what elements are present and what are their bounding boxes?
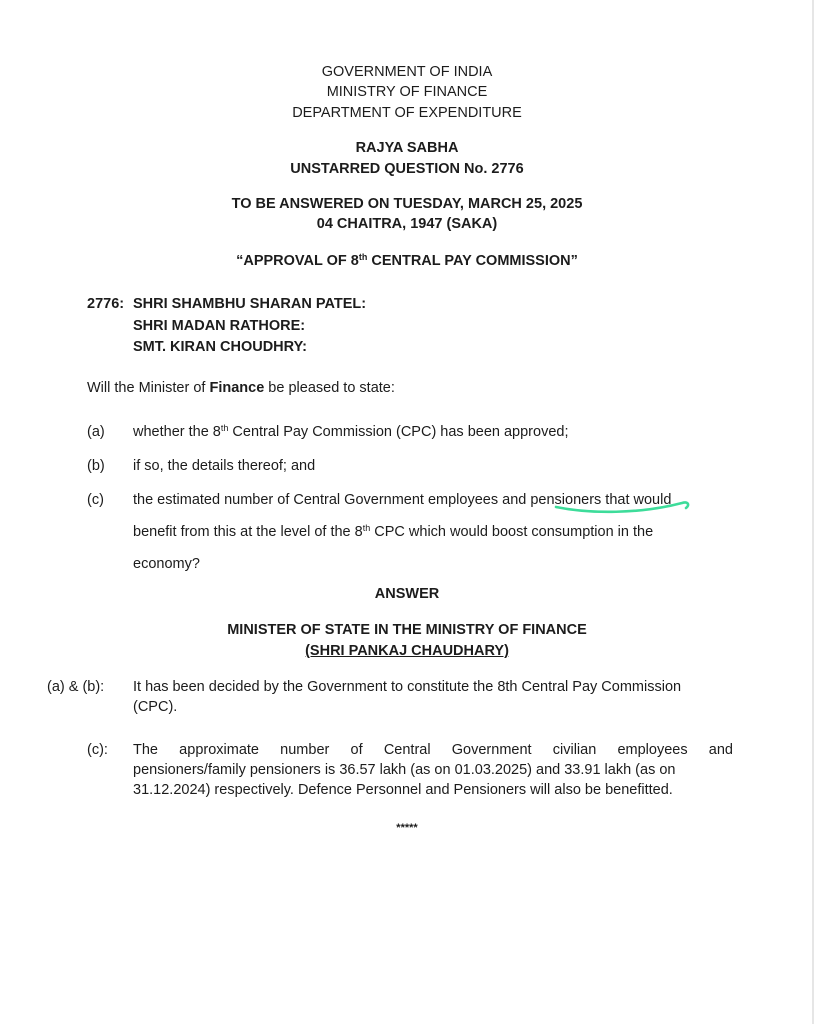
member-name: SHRI SHAMBHU SHARAN PATEL: — [133, 296, 367, 312]
intro-after: be pleased to state: — [264, 380, 395, 396]
answer-date: TO BE ANSWERED ON TUESDAY, MARCH 25, 2025 — [231, 196, 583, 212]
answer-heading: ANSWER — [374, 586, 440, 602]
intro-before: Will the Minister of — [87, 380, 210, 396]
header-government: GOVERNMENT OF INDIA — [321, 64, 493, 80]
minister-name-text: (SHRI PANKAJ CHAUDHARY) — [305, 643, 509, 659]
end-mark: ***** — [396, 822, 418, 834]
question-a-post: Central Pay Commission (CPC) has been approved; — [228, 424, 569, 440]
member-name: SMT. KIRAN CHOUDHRY: — [133, 339, 307, 355]
answer-ab-line2: (CPC). — [133, 699, 178, 715]
question-number: UNSTARRED QUESTION No. 2776 — [290, 161, 524, 177]
question-c-line3: economy? — [133, 556, 200, 572]
header-department: DEPARTMENT OF EXPENDITURE — [292, 105, 522, 121]
question-a-pre: whether the 8 — [133, 424, 221, 440]
header-ministry: MINISTRY OF FINANCE — [326, 84, 488, 100]
question-c-line2-post: CPC which would boost consumption in the — [370, 524, 654, 540]
member-name: SHRI MADAN RATHORE: — [133, 318, 306, 334]
answer-c-line2: pensioners/family pensioners is 36.57 lakh (as on 01.03.2025) and 33.91 lakh (as on — [133, 762, 676, 778]
question-a-label: (a) — [87, 424, 105, 440]
question-c-line2-pre: benefit from this at the level of the 8 — [133, 524, 363, 540]
minister-name — [0, 641, 814, 661]
member-question-number: 2776: — [87, 296, 125, 312]
house-name: RAJYA SABHA — [355, 140, 459, 156]
question-a-sup: th — [220, 423, 229, 433]
question-c-line2-sup: th — [362, 523, 371, 533]
answer-c-label: (c): — [87, 742, 108, 758]
subject-sup: th — [358, 252, 368, 262]
subject-suffix: CENTRAL PAY COMMISSION” — [367, 253, 578, 269]
question-b-text: if so, the details thereof; and — [133, 458, 316, 474]
minister-title: MINISTER OF STATE IN THE MINISTRY OF FINANCE — [227, 622, 587, 638]
question-c-line1: the estimated number of Central Government employees and pensioners that would — [133, 492, 672, 508]
saka-date: 04 CHAITRA, 1947 (SAKA) — [316, 216, 498, 232]
answer-ab-line1: It has been decided by the Government to constitute the 8th Central Pay Commission — [133, 679, 682, 695]
answer-ab-label: (a) & (b): — [47, 679, 105, 695]
highlight-underline — [556, 502, 688, 511]
answer-c-line1: The approximate number of Central Government civilian employees and — [133, 742, 733, 758]
question-c-label: (c) — [87, 492, 104, 508]
subject-prefix: “APPROVAL OF 8 — [236, 253, 359, 269]
intro-bold: Finance — [209, 380, 265, 396]
answer-c-line3: 31.12.2024) respectively. Defence Personnel and Pensioners will also be benefitted. — [133, 782, 673, 798]
question-b-label: (b) — [87, 458, 105, 474]
